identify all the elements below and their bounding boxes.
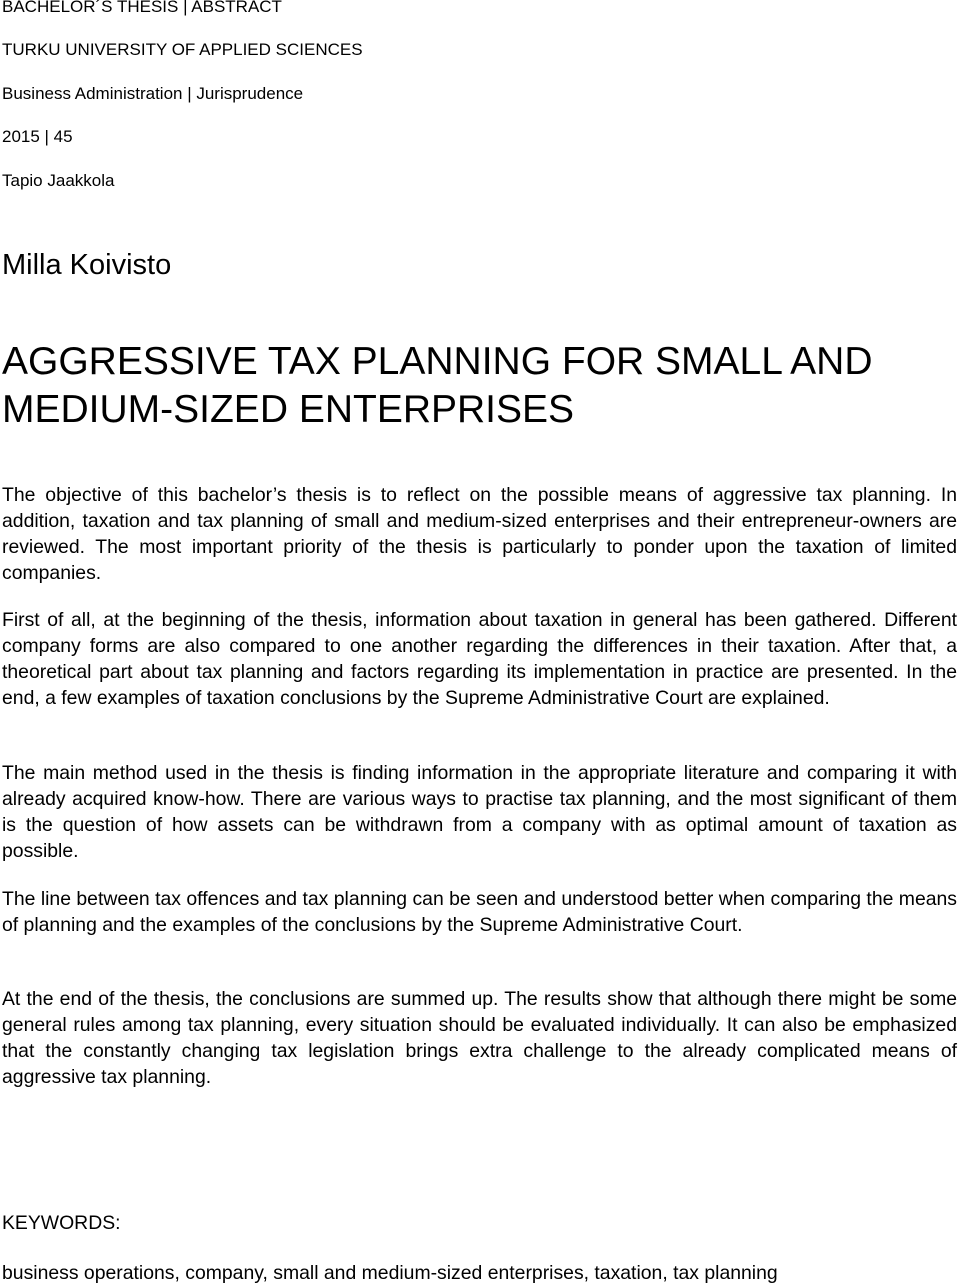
abstract-paragraph-conclusions: At the end of the thesis, the conclusions are summed up. The results show that although there might be some general rules among tax planning, every situation should be evaluated individually. It can also be emphasized that the constantly changing tax legislation brings extra challenge to the already complicated means of aggressive tax planning.: [2, 988, 957, 1088]
abstract-paragraph-method: The main method used in the thesis is finding information in the appropriate literature and comparing it with already acquired know-how. There are various ways to practise tax planning, and the most significant of them is the question of how assets can be withdrawn from a company with as optimal amount of taxation as possible.: [2, 762, 957, 862]
degree-programme: Business Administration | Jurisprudence: [2, 84, 304, 103]
institution-name: TURKU UNIVERSITY OF APPLIED SCIENCES: [2, 40, 363, 59]
thesis-title: AGGRESSIVE TAX PLANNING FOR SMALL AND MEDIUM-SIZED ENTERPRISES: [2, 340, 873, 431]
author-name: Milla Koivisto: [2, 249, 172, 281]
abstract-paragraph-objective: The objective of this bachelor’s thesis is to reflect on the possible means of aggressive tax planning. In addition, taxation and tax planning of small and medium-sized enterprises and their entrepreneur-owners are reviewed. The most important priority of the thesis is particularly to ponder upon the taxation of limited companies.: [2, 484, 957, 584]
year-and-pages: 2015 | 45: [2, 127, 73, 146]
abstract-paragraph-structure: First of all, at the beginning of the thesis, information about taxation in general has been gathered. Different company forms are also compared to one another regarding the differences in their taxation. After that, a theoretical part about tax planning and factors regarding its implementation in practice are presented. In the end, a few examples of taxation conclusions by the Supreme Administrative Court are explained.: [2, 609, 957, 709]
keywords-list: business operations, company, small and medium-sized enterprises, taxation, tax planning: [2, 1262, 778, 1284]
supervisor-name: Tapio Jaakkola: [2, 171, 115, 190]
abstract-paragraph-boundary: The line between tax offences and tax planning can be seen and understood better when comparing the means of planning and the examples of the conclusions by the Supreme Administrative Court.: [2, 888, 957, 936]
document-type: BACHELOR´S THESIS | ABSTRACT: [2, 0, 282, 16]
keywords-label: KEYWORDS:: [2, 1212, 121, 1234]
